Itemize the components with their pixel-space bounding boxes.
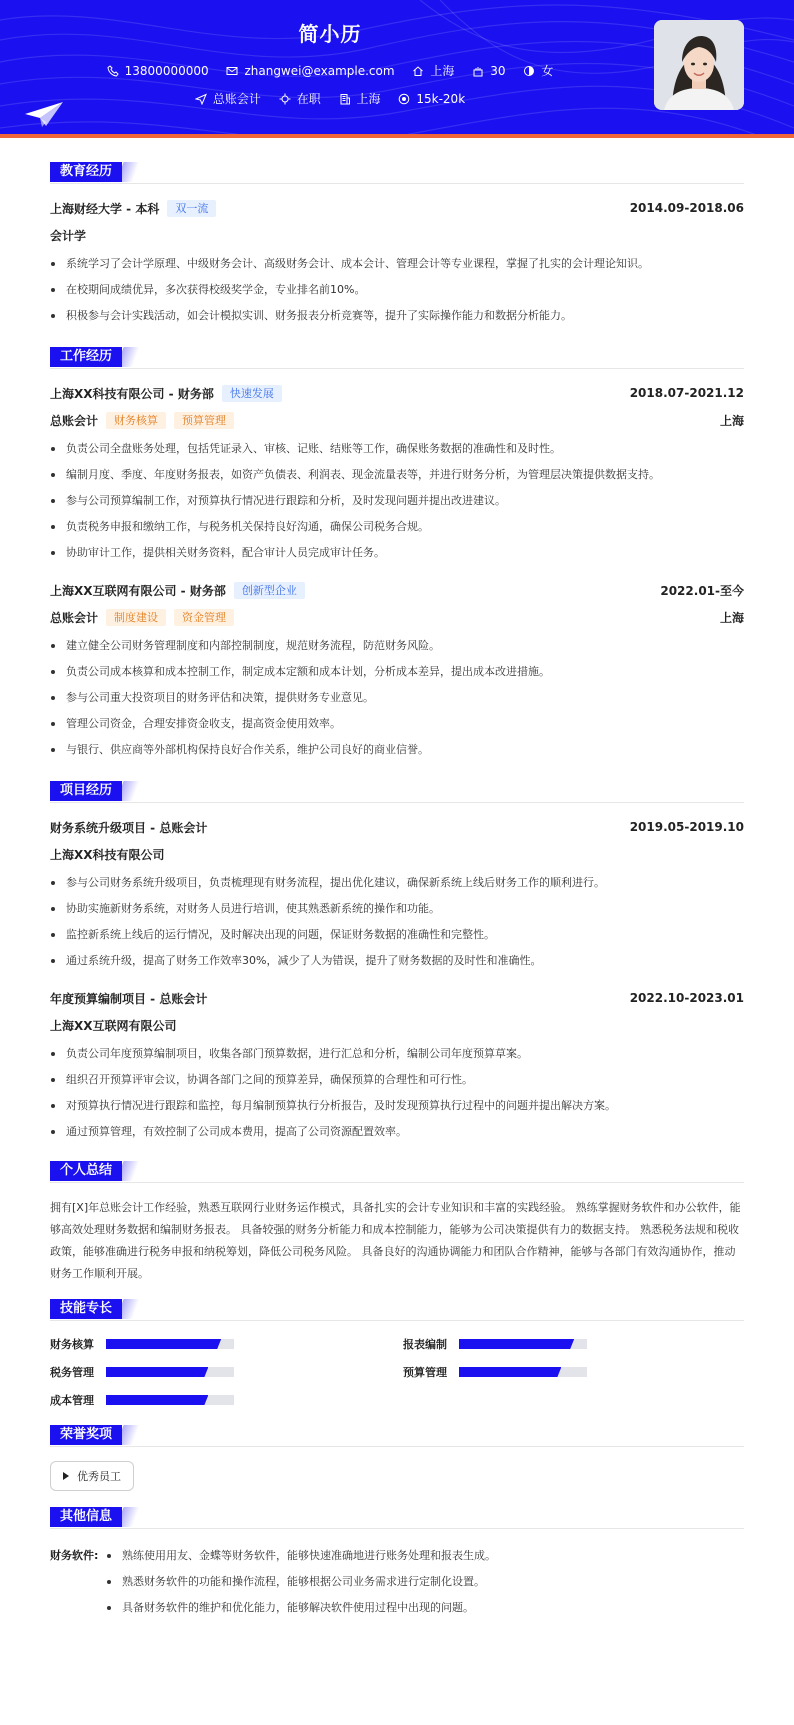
salary-icon	[398, 93, 410, 105]
list-item: 协助实施新财务系统，对财务人员进行培训，使其熟悉新系统的操作和功能。	[50, 896, 744, 922]
bullet-list	[50, 251, 744, 329]
list-item: 熟练使用用友、金蝶等财务软件，能够快速准确地进行账务处理和报表生成。	[106, 1543, 744, 1569]
gender-icon	[523, 65, 535, 77]
education-section	[50, 160, 744, 329]
section-title: 荣誉奖项	[50, 1425, 122, 1445]
gender-text: 女	[541, 64, 554, 78]
phone-text: 13800000000	[124, 63, 209, 78]
section-title: 项目经历	[50, 781, 122, 801]
list-item: 熟悉财务软件的功能和操作流程，能够根据公司业务需求进行定制化设置。	[106, 1569, 744, 1595]
skill-bar	[459, 1367, 587, 1377]
list-item: 参与公司财务系统升级项目，负责梳理现有财务流程，提出优化建议，确保新系统上线后财务工作的顺利进行。	[50, 870, 744, 896]
age-icon	[472, 65, 484, 77]
age-text: 30	[490, 63, 506, 78]
skill-bar	[106, 1339, 234, 1349]
project-name: 年度预算编制项目 - 总账会计	[50, 991, 208, 1006]
job-intent-row	[0, 90, 660, 107]
list-item: 与银行、供应商等外部机构保持良好合作关系，维护公司良好的商业信誉。	[50, 737, 744, 763]
project-company: 上海XX互联网有限公司	[50, 1018, 177, 1033]
skill-bar-fill	[459, 1339, 574, 1349]
skills-grid	[50, 1335, 744, 1409]
skill-tag: 预算管理	[174, 412, 234, 429]
gender-item	[523, 62, 553, 79]
target-city-text: 上海	[356, 92, 381, 106]
list-item: 参与公司重大投资项目的财务评估和决策，提供财务专业意见。	[50, 685, 744, 711]
school-badge: 双一流	[167, 200, 216, 217]
list-item: 负责税务申报和缴纳工作，与税务机关保持良好沟通，确保公司税务合规。	[50, 514, 744, 540]
skill-name: 财务核算	[50, 1338, 94, 1351]
bullet-list	[106, 1543, 744, 1621]
skill-bar-fill	[106, 1395, 208, 1405]
skill-item	[50, 1391, 403, 1409]
project-entry	[50, 988, 744, 1145]
section-heading	[50, 1297, 744, 1321]
list-item: 对预算执行情况进行跟踪和监控，每月编制预算执行分析报告，及时发现预算执行过程中的问题并提出解决方案。	[50, 1093, 744, 1119]
list-item: 监控新系统上线后的运行情况，及时解决出现的问题，保证财务数据的准确性和完整性。	[50, 922, 744, 948]
other-label: 财务软件:	[50, 1549, 99, 1562]
age-item	[472, 64, 505, 78]
list-item: 系统学习了会计学原理、中级财务会计、高级财务会计、成本会计、管理会计等专业课程，掌握了扎实的会计理论知识。	[50, 251, 744, 277]
list-item: 组织召开预算评审会议，协调各部门之间的预算差异，确保预算的合理性和可行性。	[50, 1067, 744, 1093]
resume-header	[0, 0, 794, 138]
list-item: 负责公司全盘账务处理，包括凭证录入、审核、记账、结账等工作，确保账务数据的准确性和及时性。	[50, 436, 744, 462]
position-text: 总账会计	[212, 92, 261, 106]
section-heading	[50, 1423, 744, 1447]
play-icon	[63, 1472, 69, 1480]
skill-item	[50, 1363, 403, 1381]
company-name: 上海XX科技有限公司 - 财务部	[50, 386, 214, 401]
section-title: 其他信息	[50, 1507, 122, 1527]
list-item: 负责公司成本核算和成本控制工作，制定成本定额和成本计划，分析成本差异，提出成本改进措施。	[50, 659, 744, 685]
major: 会计学	[50, 228, 87, 243]
company-name: 上海XX互联网有限公司 - 财务部	[50, 583, 226, 598]
skill-tag: 制度建设	[106, 609, 166, 626]
honors-section	[50, 1423, 744, 1505]
other-section	[50, 1505, 744, 1621]
skill-bar	[106, 1367, 234, 1377]
header-accent-bar	[0, 134, 794, 138]
location-text: 上海	[430, 64, 455, 78]
role: 总账会计	[50, 413, 99, 428]
email-icon	[226, 65, 238, 77]
skill-tag: 财务核算	[106, 412, 166, 429]
bullet-list	[50, 633, 744, 763]
city: 上海	[719, 610, 744, 625]
summary-section	[50, 1159, 744, 1285]
project-name: 财务系统升级项目 - 总账会计	[50, 820, 208, 835]
skill-tag: 资金管理	[174, 609, 234, 626]
phone-icon	[107, 65, 119, 77]
send-icon	[195, 93, 207, 105]
skill-item	[403, 1363, 744, 1381]
avatar	[654, 20, 744, 110]
list-item: 协助审计工作，提供相关财务资料，配合审计人员完成审计任务。	[50, 540, 744, 566]
section-title: 个人总结	[50, 1161, 122, 1181]
list-item: 通过预算管理，有效控制了公司成本费用，提高了公司资源配置效率。	[50, 1119, 744, 1145]
project-company: 上海XX科技有限公司	[50, 847, 165, 862]
period: 2022.10-2023.01	[629, 991, 744, 1005]
skill-bar-fill	[459, 1367, 561, 1377]
period: 2022.01-至今	[660, 583, 744, 598]
project-entry	[50, 817, 744, 974]
list-item: 建立健全公司财务管理制度和内部控制制度，规范财务流程，防范财务风险。	[50, 633, 744, 659]
award-item	[50, 1461, 134, 1491]
skill-name: 税务管理	[50, 1366, 94, 1379]
skill-bar	[106, 1395, 234, 1405]
status-text: 在职	[296, 92, 321, 106]
section-heading	[50, 160, 744, 184]
company-badge: 创新型企业	[234, 582, 305, 599]
work-entry	[50, 383, 744, 566]
work-entry	[50, 580, 744, 763]
skill-name: 报表编制	[403, 1338, 447, 1351]
home-icon	[412, 65, 424, 77]
period: 2018.07-2021.12	[629, 386, 744, 400]
plane-icon	[24, 100, 64, 128]
period: 2014.09-2018.06	[629, 201, 744, 215]
list-item: 参与公司预算编制工作，对预算执行情况进行跟踪和分析，及时发现问题并提出改进建议。	[50, 488, 744, 514]
email-text: zhangwei@example.com	[244, 63, 395, 78]
bullet-list	[50, 436, 744, 566]
skill-bar	[459, 1339, 587, 1349]
list-item: 在校期间成绩优异，多次获得校级奖学金，专业排名前10%。	[50, 277, 744, 303]
other-info	[50, 1543, 744, 1621]
skill-bar-fill	[106, 1339, 221, 1349]
position-item	[195, 90, 261, 107]
award-name: 优秀员工	[77, 1470, 121, 1483]
school-name: 上海财经大学 - 本科	[50, 201, 160, 216]
target-city-item	[339, 90, 381, 107]
list-item: 积极参与会计实践活动，如会计模拟实训、财务报表分析竞赛等，提升了实际操作能力和数据分析能力。	[50, 303, 744, 329]
section-heading	[50, 779, 744, 803]
list-item: 编制月度、季度、年度财务报表，如资产负债表、利润表、现金流量表等，并进行财务分析，为管理层决策提供数据支持。	[50, 462, 744, 488]
status-icon	[279, 93, 291, 105]
skill-name: 成本管理	[50, 1394, 94, 1407]
section-title: 技能专长	[50, 1299, 122, 1319]
period: 2019.05-2019.10	[629, 820, 744, 834]
list-item: 负责公司年度预算编制项目，收集各部门预算数据，进行汇总和分析，编制公司年度预算草案。	[50, 1041, 744, 1067]
list-item: 管理公司资金，合理安排资金收支，提高资金使用效率。	[50, 711, 744, 737]
summary-text: 拥有[X]年总账会计工作经验，熟悉互联网行业财务运作模式，具备扎实的会计专业知识和丰富的实践经验。 熟练掌握财务软件和办公软件，能够高效处理财务数据和编制财务报表。 具备较强的财务分析能力和成本控制能力，能够为公司决策提供有力的数据支持。 熟悉税务法规和税收政策，能够准确进行税务申报和纳税筹划，降低公司税务风险。 具备良好的沟通协调能力和团队合作精神，能够与各部门有效沟通协作，推动财务工作顺利开展。	[50, 1201, 741, 1280]
salary-item	[398, 92, 465, 106]
building-icon	[339, 93, 351, 105]
section-heading	[50, 345, 744, 369]
contact-row	[0, 62, 660, 79]
company-badge: 快速发展	[222, 385, 282, 402]
work-section	[50, 345, 744, 763]
candidate-name: 简小历	[298, 22, 362, 46]
status-item	[279, 90, 321, 107]
skills-section	[50, 1297, 744, 1409]
phone-item	[107, 64, 209, 78]
city: 上海	[719, 413, 744, 428]
projects-section	[50, 779, 744, 1145]
salary-text: 15k-20k	[416, 91, 466, 106]
list-item: 通过系统升级，提高了财务工作效率30%，减少了人为错误，提升了财务数据的及时性和准确性。	[50, 948, 744, 974]
section-title: 教育经历	[50, 162, 122, 182]
bullet-list	[50, 870, 744, 974]
skill-bar-fill	[106, 1367, 208, 1377]
education-entry	[50, 198, 744, 329]
section-heading	[50, 1159, 744, 1183]
section-heading	[50, 1505, 744, 1529]
list-item: 具备财务软件的维护和优化能力，能够解决软件使用过程中出现的问题。	[106, 1595, 744, 1621]
skill-item	[403, 1335, 744, 1353]
bullet-list	[50, 1041, 744, 1145]
skill-item	[50, 1335, 403, 1353]
email-item	[226, 64, 394, 78]
location-item	[412, 62, 454, 79]
role: 总账会计	[50, 610, 99, 625]
section-title: 工作经历	[50, 347, 122, 367]
resume-content	[50, 160, 744, 1621]
skill-name: 预算管理	[403, 1366, 447, 1379]
